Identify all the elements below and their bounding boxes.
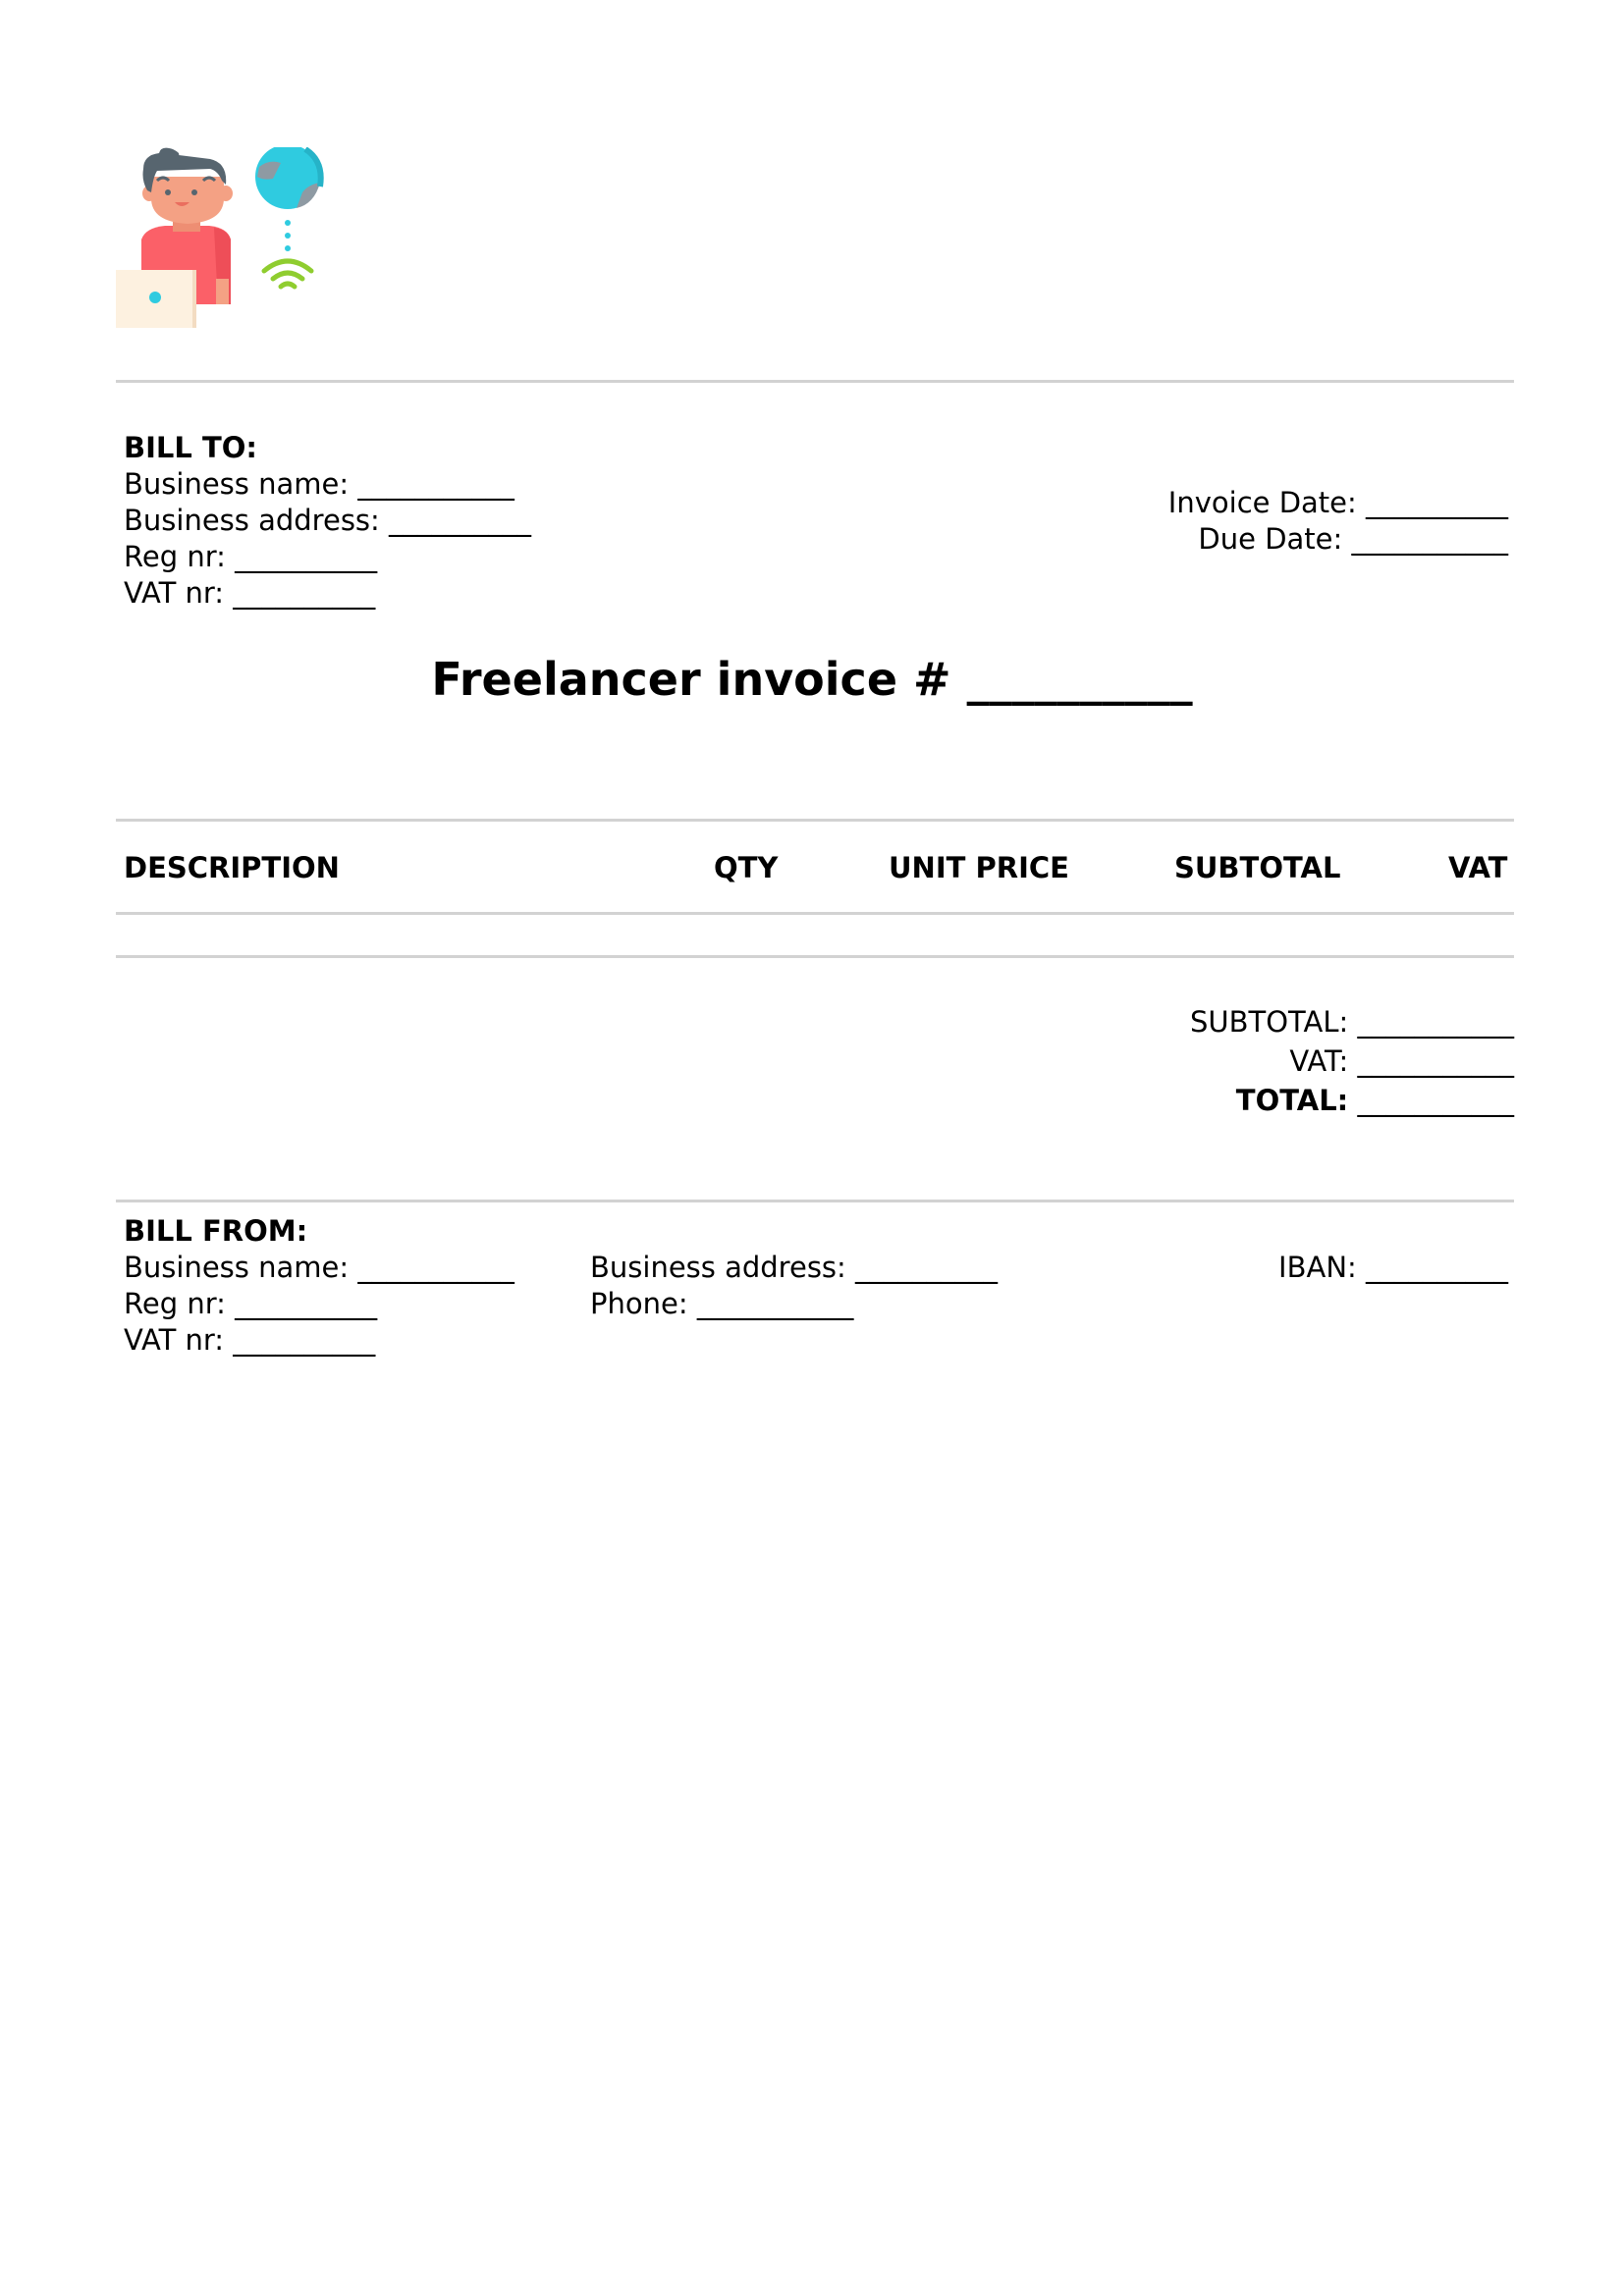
header-divider xyxy=(116,380,1514,383)
bill-from-bank xyxy=(1278,1250,1508,1286)
freelancer-illustration-icon xyxy=(116,147,327,355)
bill-to-section xyxy=(124,430,531,612)
bill-to-business-name: Business name: ___________ xyxy=(124,467,514,501)
bill-from-heading: BILL FROM: xyxy=(124,1214,308,1248)
due-date-field: Due Date: ___________ xyxy=(1198,522,1508,556)
total-label: TOTAL: xyxy=(1235,1084,1349,1117)
subtotal-field: SUBTOTAL: ___________ xyxy=(1189,1005,1514,1039)
column-header-unit-price: UNIT PRICE xyxy=(889,851,1069,884)
column-header-vat: VAT xyxy=(1448,851,1508,884)
table-bottom-divider xyxy=(116,955,1514,958)
invoice-title: Freelancer invoice # __________ xyxy=(431,653,1193,706)
bill-to-reg-nr: Reg nr: __________ xyxy=(124,540,378,573)
bill-from-phone: Phone: ___________ xyxy=(590,1287,854,1320)
footer-divider xyxy=(116,1200,1514,1202)
bill-to-heading: BILL TO: xyxy=(124,431,257,464)
bill-from-section xyxy=(124,1213,514,1359)
bill-to-business-address: Business address: __________ xyxy=(124,504,532,537)
bill-from-contact xyxy=(590,1250,998,1322)
bill-from-vat-nr: VAT nr: __________ xyxy=(124,1323,376,1357)
column-header-subtotal: SUBTOTAL xyxy=(1174,851,1341,884)
table-top-divider xyxy=(116,819,1514,822)
bill-to-vat-nr: VAT nr: __________ xyxy=(124,576,376,610)
vat-total-field: VAT: ___________ xyxy=(1289,1044,1514,1078)
bill-from-iban: IBAN: __________ xyxy=(1278,1251,1508,1284)
logo xyxy=(116,147,327,355)
bill-from-business-address: Business address: __________ xyxy=(590,1251,999,1284)
invoice-date-field: Invoice Date: __________ xyxy=(1167,486,1508,519)
total-value: ___________ xyxy=(1348,1084,1514,1117)
grand-total-field xyxy=(1190,1081,1514,1120)
dates-section xyxy=(1168,485,1508,558)
column-header-qty: QTY xyxy=(714,851,779,884)
totals-section xyxy=(1190,1002,1514,1120)
table-empty-row xyxy=(116,915,1514,955)
column-header-description: DESCRIPTION xyxy=(124,851,340,884)
bill-from-business-name: Business name: ___________ xyxy=(124,1251,514,1284)
bill-from-reg-nr: Reg nr: __________ xyxy=(124,1287,378,1320)
